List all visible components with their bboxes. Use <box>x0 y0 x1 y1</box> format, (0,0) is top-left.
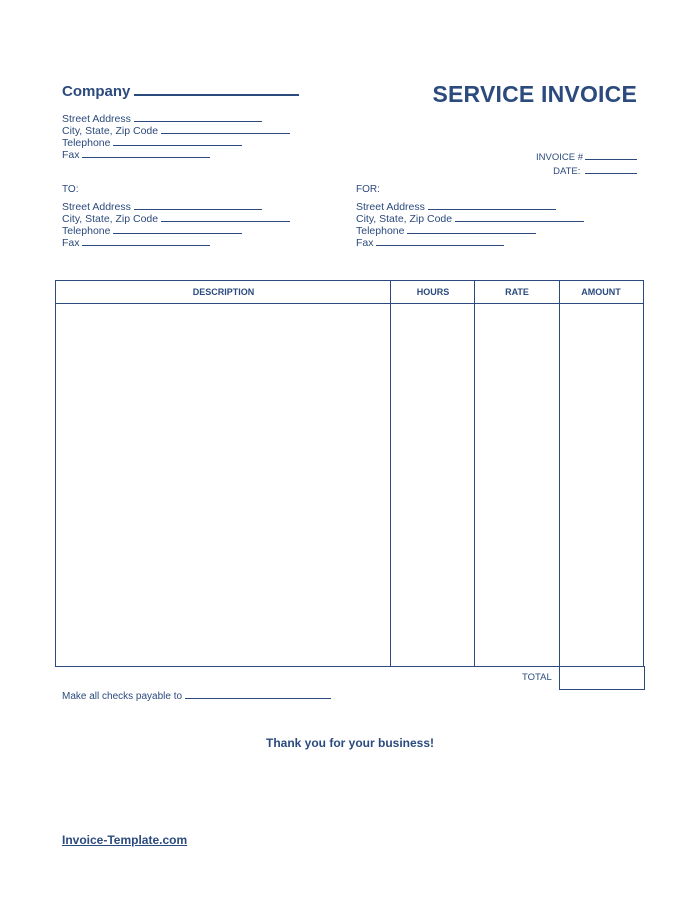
company-fax-row <box>62 148 290 160</box>
invoice-items-table <box>55 280 644 667</box>
thank-you-message: Thank you for your business! <box>265 736 435 750</box>
invoice-date-label: DATE: <box>553 166 581 177</box>
to-street-line[interactable] <box>134 200 262 210</box>
total-amount-box[interactable] <box>559 666 645 690</box>
company-telephone-line[interactable] <box>113 136 242 146</box>
company-fax-line[interactable] <box>82 148 210 158</box>
to-telephone-row <box>62 224 290 236</box>
company-city-line[interactable] <box>161 124 290 134</box>
checks-payable-row <box>62 689 331 702</box>
company-label: Company <box>62 83 131 100</box>
checks-payable-label: Make all checks payable to <box>62 691 183 702</box>
to-telephone-line[interactable] <box>113 224 242 234</box>
invoice-number-row <box>536 150 637 164</box>
to-fax-label: Fax <box>62 237 80 249</box>
to-fax-line[interactable] <box>82 236 210 246</box>
table-header <box>56 281 643 304</box>
footer-link[interactable]: Invoice-Template.com <box>62 833 188 847</box>
invoice-date-row <box>536 164 637 178</box>
column-header-description: DESCRIPTION <box>192 287 255 297</box>
for-telephone-line[interactable] <box>407 224 536 234</box>
company-street-label: Street Address <box>62 113 131 125</box>
checks-payable-line[interactable] <box>185 689 331 699</box>
rate-column-body[interactable] <box>475 303 559 666</box>
invoice-number-label: INVOICE # <box>536 152 583 163</box>
company-telephone-label: Telephone <box>62 137 111 149</box>
for-telephone-label: Telephone <box>356 225 405 237</box>
to-fax-row <box>62 236 290 248</box>
invoice-number-line[interactable] <box>585 150 637 160</box>
column-header-rate: RATE <box>505 287 529 297</box>
for-address-block <box>356 184 584 248</box>
company-name-line[interactable] <box>134 80 299 96</box>
company-telephone-row <box>62 136 290 148</box>
to-street-row <box>62 200 290 212</box>
company-name-field <box>62 80 299 100</box>
invoice-date-line[interactable] <box>585 164 637 174</box>
company-fax-label: Fax <box>62 149 80 161</box>
for-street-row <box>356 200 584 212</box>
column-header-hours: HOURS <box>416 287 450 297</box>
to-city-row <box>62 212 290 224</box>
invoice-meta <box>536 150 637 178</box>
company-city-row <box>62 124 290 136</box>
for-telephone-row <box>356 224 584 236</box>
to-city-line[interactable] <box>161 212 290 222</box>
to-street-label: Street Address <box>62 201 131 213</box>
to-telephone-label: Telephone <box>62 225 111 237</box>
for-street-label: Street Address <box>356 201 425 213</box>
for-street-line[interactable] <box>428 200 556 210</box>
company-address-block <box>62 112 290 160</box>
to-city-label: City, State, Zip Code <box>62 213 159 225</box>
company-street-line[interactable] <box>134 112 262 122</box>
page-title: SERVICE INVOICE <box>432 81 637 107</box>
for-fax-row <box>356 236 584 248</box>
for-city-label: City, State, Zip Code <box>356 213 453 225</box>
company-city-label: City, State, Zip Code <box>62 125 159 137</box>
for-city-row <box>356 212 584 224</box>
to-label: TO: <box>62 184 79 195</box>
for-city-line[interactable] <box>455 212 584 222</box>
column-header-amount: AMOUNT <box>581 287 621 297</box>
for-label: FOR: <box>356 184 380 195</box>
amount-column-body[interactable] <box>560 303 643 666</box>
description-column-body[interactable] <box>56 303 390 666</box>
for-fax-line[interactable] <box>376 236 504 246</box>
hours-column-body[interactable] <box>391 303 474 666</box>
company-street-row <box>62 112 290 124</box>
total-label: TOTAL <box>522 672 552 683</box>
for-fax-label: Fax <box>356 237 374 249</box>
to-address-block <box>62 184 290 248</box>
